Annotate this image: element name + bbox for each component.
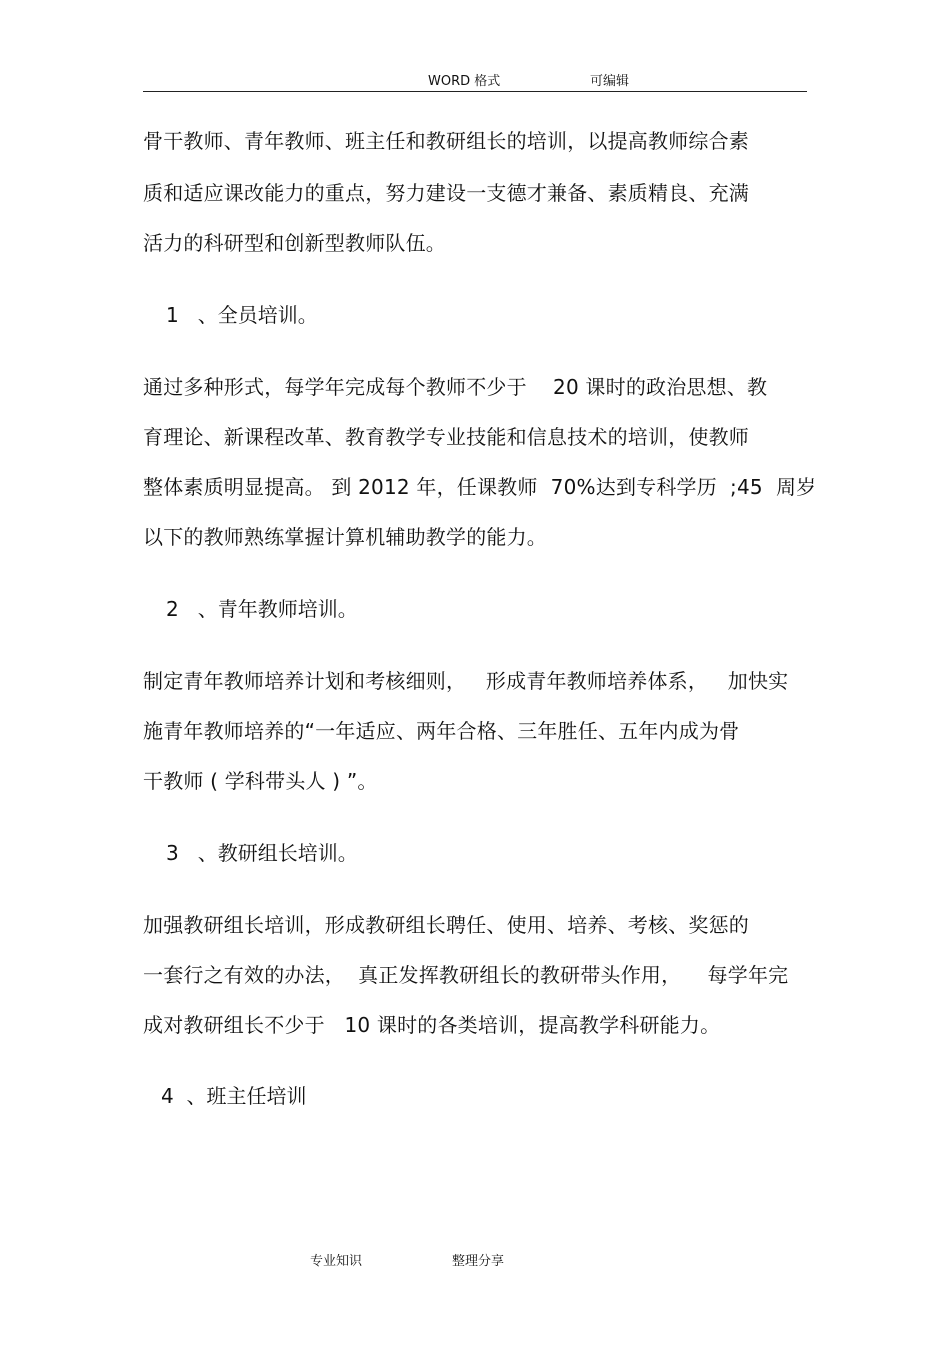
section-heading-1: 1 、全员培训。 <box>166 303 318 327</box>
text-line: 成对教研组长不少于 10 课时的各类培训，提高教学科研能力。 <box>143 1013 721 1037</box>
text-line: 活力的科研型和创新型教师队伍。 <box>143 231 446 255</box>
text-line: 制定青年教师培养计划和考核细则， 形成青年教师培养体系， 加快实 <box>143 669 789 693</box>
text-line: 加强教研组长培训，形成教研组长聘任、使用、培养、考核、奖惩的 <box>143 913 749 937</box>
header-left-text: WORD 格式 <box>428 74 501 89</box>
text-line: 整体素质明显提高。 到 2012 年，任课教师 70%达到专科学历 ;45 周岁 <box>143 475 817 499</box>
footer-left-text: 专业知识 <box>310 1254 363 1269</box>
text-line: 一套行之有效的办法， 真正发挥教研组长的教研带头作用， 每学年完 <box>143 963 789 987</box>
page-header <box>0 68 950 88</box>
header-divider <box>143 91 807 92</box>
text-line: 质和适应课改能力的重点，努力建设一支德才兼备、素质精良、充满 <box>143 181 749 205</box>
text-line: 干教师 ( 学科带头人 ) ”。 <box>143 769 378 793</box>
text-line: 施青年教师培养的“一年适应、两年合格、三年胜任、五年内成为骨 <box>143 719 740 743</box>
text-line: 育理论、新课程改革、教育教学专业技能和信息技术的培训，使教师 <box>143 425 749 449</box>
section-heading-3: 3 、教研组长培训。 <box>166 841 358 865</box>
header-right-text: 可编辑 <box>590 74 630 89</box>
text-line: 骨干教师、青年教师、班主任和教研组长的培训，以提高教师综合素 <box>143 129 749 153</box>
text-line: 以下的教师熟练掌握计算机辅助教学的能力。 <box>143 525 547 549</box>
footer-right-text: 整理分享 <box>452 1254 505 1269</box>
section-heading-4: 4 、班主任培训 <box>161 1084 307 1108</box>
section-heading-2: 2 、青年教师培训。 <box>166 597 358 621</box>
text-line: 通过多种形式，每学年完成每个教师不少于 20 课时的政治思想、教 <box>143 375 768 399</box>
